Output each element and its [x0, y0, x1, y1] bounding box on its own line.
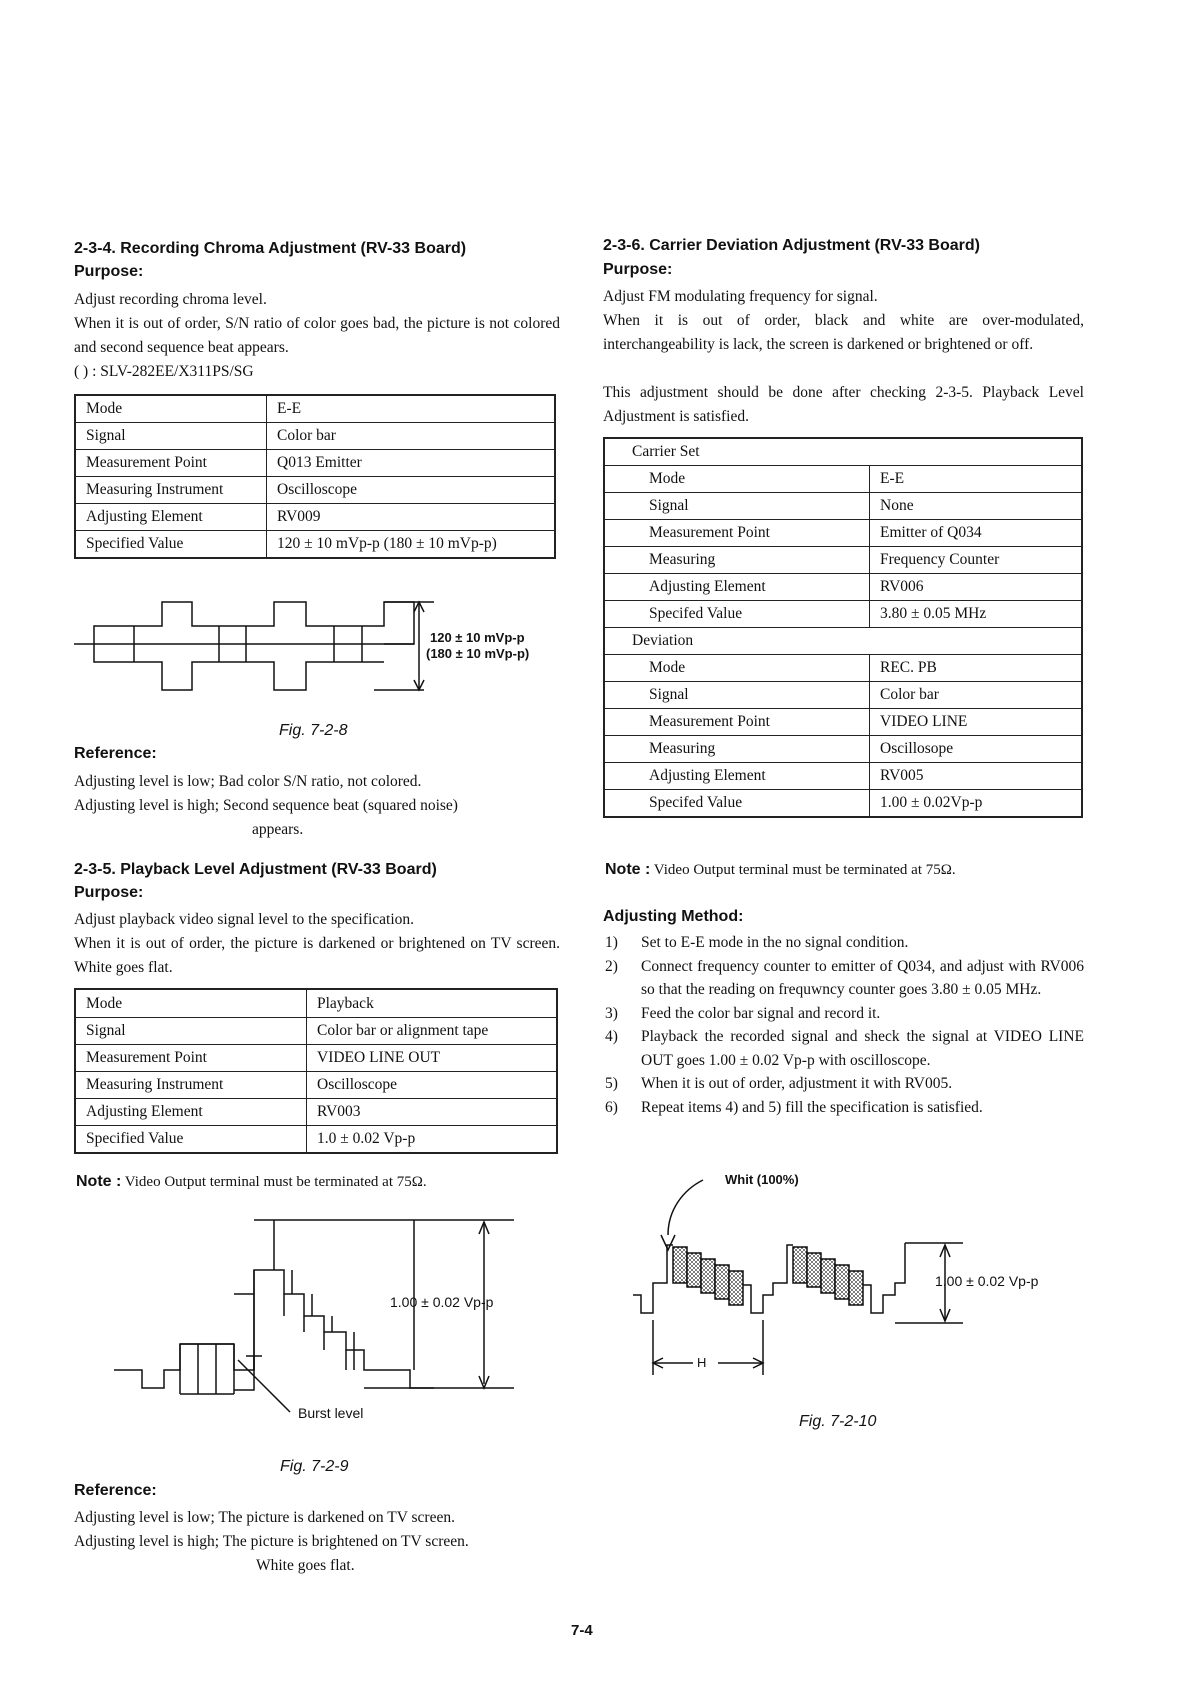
purpose-heading: Purpose: — [74, 884, 144, 901]
figure-label: (180 ± 10 mVp-p) — [426, 646, 530, 661]
table-cell: REC. PB — [870, 655, 1083, 682]
adjusting-steps — [605, 931, 1084, 1119]
table-row — [604, 790, 1082, 818]
purpose-text-1: Adjust playback video signal level to the specification. — [74, 911, 415, 928]
table-cell: Measurement Point — [75, 450, 267, 477]
figure-caption: Fig. 7-2-9 — [280, 1458, 349, 1475]
table-cell: RV009 — [267, 504, 556, 531]
white-level-label: Whit (100%) — [725, 1172, 799, 1187]
list-item — [605, 1025, 1084, 1072]
table-row — [75, 1099, 557, 1126]
note-2-3-6 — [605, 861, 956, 879]
figure-label: 1.00 ± 0.02 Vp-p — [390, 1294, 494, 1310]
table-group-label: Deviation — [604, 628, 1082, 655]
table-row — [75, 989, 557, 1018]
table-cell: Color bar — [267, 423, 556, 450]
figure-caption: Fig. 7-2-10 — [799, 1413, 877, 1430]
table-cell: Specified Value — [75, 1126, 307, 1154]
purpose-text-3: ( ) : SLV-282EE/X311PS/SG — [74, 363, 254, 380]
table-cell: Emitter of Q034 — [870, 520, 1083, 547]
table-row — [75, 423, 555, 450]
table-row — [75, 1126, 557, 1154]
figure-label: 1.00 ± 0.02 Vp-p — [935, 1273, 1039, 1289]
h-period-label: H — [697, 1355, 707, 1370]
table-group-label: Carrier Set — [604, 438, 1082, 466]
step-number: 2) — [605, 957, 618, 975]
reference-text-3: appears. — [252, 821, 304, 838]
table-cell: None — [870, 493, 1083, 520]
table-row — [75, 1072, 557, 1099]
list-item — [605, 1096, 1084, 1120]
table-cell: 120 ± 10 mVp-p (180 ± 10 mVp-p) — [267, 531, 556, 559]
table-cell: Measurement Point — [604, 520, 870, 547]
step-number: 1) — [605, 934, 618, 951]
table-row — [604, 547, 1082, 574]
table-cell: E-E — [267, 395, 556, 423]
table-cell: Mode — [75, 989, 307, 1018]
reference-text-1: Adjusting level is low; The picture is darkened on TV screen. — [74, 1509, 455, 1526]
note-2-3-5 — [76, 1173, 427, 1191]
table-row — [604, 438, 1082, 466]
table-row — [604, 628, 1082, 655]
adjusting-method-heading: Adjusting Method: — [603, 908, 744, 925]
table-cell: Color bar — [870, 682, 1083, 709]
reference-heading: Reference: — [74, 745, 157, 762]
table-row — [75, 1045, 557, 1072]
table-cell: Oscilloscope — [307, 1072, 558, 1099]
table-cell: E-E — [870, 466, 1083, 493]
step-number: 5) — [605, 1075, 618, 1092]
table-cell: 3.80 ± 0.05 MHz — [870, 601, 1083, 628]
list-item — [605, 955, 1084, 1002]
step-text: Set to E-E mode in the no signal condition. — [641, 934, 909, 951]
table-cell: Measuring Instrument — [75, 1072, 307, 1099]
spec-table-2-3-5 — [74, 988, 558, 1154]
table-row — [604, 466, 1082, 493]
table-cell: Mode — [604, 655, 870, 682]
table-cell: 1.00 ± 0.02Vp-p — [870, 790, 1083, 818]
purpose-text-1: Adjust recording chroma level. — [74, 291, 267, 308]
table-row — [75, 450, 555, 477]
step-number: 4) — [605, 1028, 618, 1045]
table-row — [604, 736, 1082, 763]
spec-table-2-3-6 — [603, 437, 1083, 818]
note-text: Video Output terminal must be terminated at 75Ω. — [650, 862, 956, 878]
table-row — [75, 504, 555, 531]
table-cell: Specified Value — [75, 531, 267, 559]
table-cell: Measuring Instrument — [75, 477, 267, 504]
spec-table-2-3-4 — [74, 394, 556, 559]
step-text: Playback the recorded signal and sheck the signal at VIDEO LINE OUT goes 1.00 ± 0.02 Vp-p with oscilloscope. — [641, 1028, 1084, 1069]
table-cell: Playback — [307, 989, 558, 1018]
figure-7-2-9-waveform — [114, 1220, 534, 1410]
list-item — [605, 1072, 1084, 1096]
table-cell: Mode — [75, 395, 267, 423]
note-label: Note : — [605, 861, 651, 878]
table-row — [604, 709, 1082, 736]
table-cell: RV005 — [870, 763, 1083, 790]
reference-text-1: Adjusting level is low; Bad color S/N ratio, not colored. — [74, 773, 422, 790]
purpose-text-2: When it is out of order, black and white are over-modulated, interchangeability is lack, the screen is darkened or brightened or off. — [603, 312, 1084, 353]
table-cell: Signal — [75, 423, 267, 450]
table-cell: 1.0 ± 0.02 Vp-p — [307, 1126, 558, 1154]
purpose-heading: Purpose: — [74, 263, 144, 280]
table-cell: Q013 Emitter — [267, 450, 556, 477]
burst-level-label: Burst level — [298, 1405, 364, 1421]
note-label: Note : — [76, 1173, 122, 1190]
note-text: Video Output terminal must be terminated at 75Ω. — [121, 1174, 427, 1190]
table-row — [604, 655, 1082, 682]
section-title-2-3-6: 2-3-6. Carrier Deviation Adjustment (RV-33 Board) — [603, 237, 980, 254]
table-cell: Frequency Counter — [870, 547, 1083, 574]
step-text: Connect frequency counter to emitter of Q034, and adjust with RV006 so that the reading on frequwncy counter goes 3.80 ± 0.05 MHz. — [641, 957, 1084, 998]
table-row — [604, 574, 1082, 601]
purpose-text-2: When it is out of order, the picture is darkened or brightened on TV screen. White goes flat. — [74, 935, 560, 976]
table-cell: Oscilloscope — [267, 477, 556, 504]
table-cell: Color bar or alignment tape — [307, 1018, 558, 1045]
table-cell: Measuring — [604, 547, 870, 574]
list-item — [605, 931, 1084, 955]
figure-caption: Fig. 7-2-8 — [279, 722, 348, 739]
table-cell: Signal — [604, 493, 870, 520]
table-row — [75, 477, 555, 504]
reference-text-3: White goes flat. — [256, 1557, 355, 1574]
purpose-text-1: Adjust FM modulating frequency for signal. — [603, 288, 878, 305]
figure-label: 120 ± 10 mVp-p — [430, 630, 525, 645]
page-number: 7-4 — [571, 1622, 593, 1639]
table-row — [604, 520, 1082, 547]
table-cell: RV003 — [307, 1099, 558, 1126]
section-title-2-3-4: 2-3-4. Recording Chroma Adjustment (RV-33 Board) — [74, 240, 467, 257]
reference-text-2: Adjusting level is high; The picture is brightened on TV screen. — [74, 1533, 469, 1550]
purpose-heading: Purpose: — [603, 261, 673, 278]
section-title-2-3-5: 2-3-5. Playback Level Adjustment (RV-33 Board) — [74, 861, 437, 878]
table-cell: Adjusting Element — [604, 763, 870, 790]
step-number: 3) — [605, 1004, 618, 1022]
table-row — [75, 1018, 557, 1045]
table-cell: Adjusting Element — [75, 1099, 307, 1126]
table-cell: Oscillosope — [870, 736, 1083, 763]
step-text: When it is out of order, adjustment it with RV005. — [641, 1075, 953, 1092]
step-number: 6) — [605, 1098, 618, 1116]
table-row — [75, 395, 555, 423]
purpose-text-2: When it is out of order, S/N ratio of color goes bad, the picture is not colored and second sequence beat appears. — [74, 315, 560, 356]
reference-heading: Reference: — [74, 1482, 157, 1499]
table-cell: Signal — [604, 682, 870, 709]
table-cell: RV006 — [870, 574, 1083, 601]
table-row — [604, 601, 1082, 628]
table-cell: VIDEO LINE OUT — [307, 1045, 558, 1072]
table-row — [604, 682, 1082, 709]
table-cell: VIDEO LINE — [870, 709, 1083, 736]
table-cell: Adjusting Element — [75, 504, 267, 531]
table-row — [75, 531, 555, 559]
table-row — [604, 763, 1082, 790]
list-item — [605, 1002, 1084, 1026]
purpose-text-3: This adjustment should be done after checking 2-3-5. Playback Level Adjustment is satisfied. — [603, 384, 1084, 425]
step-text: Repeat items 4) and 5) fill the specification is satisfied. — [641, 1098, 983, 1116]
table-cell: Adjusting Element — [604, 574, 870, 601]
table-cell: Measurement Point — [604, 709, 870, 736]
table-cell: Measurement Point — [75, 1045, 307, 1072]
table-row — [604, 493, 1082, 520]
table-cell: Signal — [75, 1018, 307, 1045]
table-cell: Mode — [604, 466, 870, 493]
step-text: Feed the color bar signal and record it. — [641, 1004, 881, 1022]
table-cell: Specifed Value — [604, 790, 870, 818]
table-cell: Specifed Value — [604, 601, 870, 628]
reference-text-2: Adjusting level is high; Second sequence beat (squared noise) — [74, 797, 458, 814]
table-cell: Measuring — [604, 736, 870, 763]
